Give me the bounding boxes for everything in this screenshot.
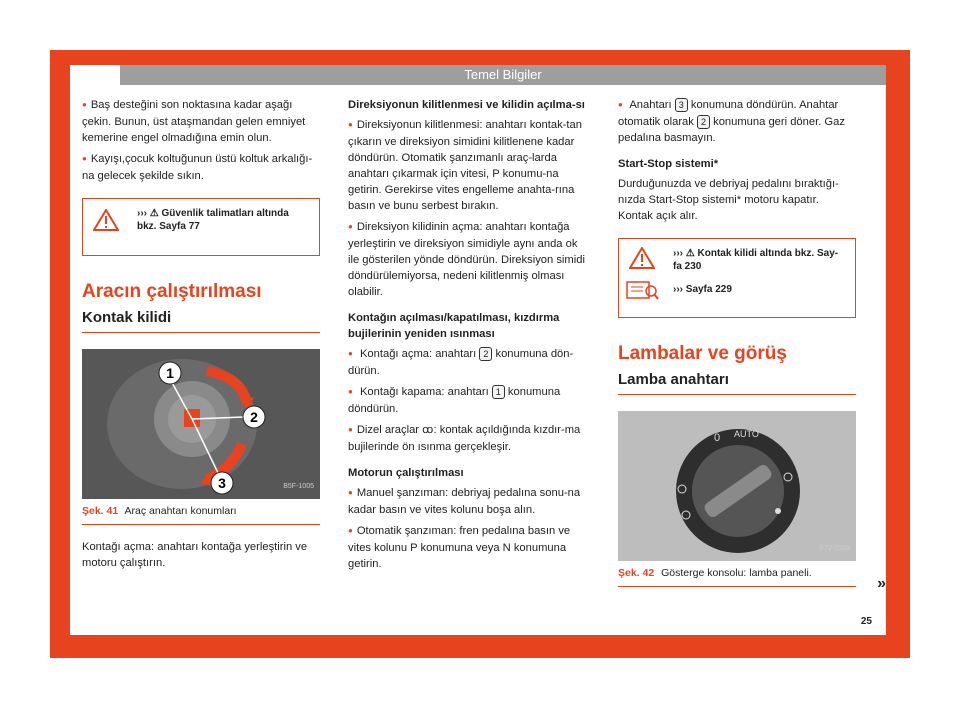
figure-code: B7V-0929 <box>819 545 850 552</box>
svg-text:2: 2 <box>250 409 258 425</box>
figure-caption <box>82 499 320 525</box>
bullet-headrest: ● Baş desteğini son noktasına kadar aşağı çekin. Bunun, üst ataşmandan gelen emniyet kemerine engel olmadığına emin olun. <box>82 97 320 146</box>
position-badge: 2 <box>479 347 492 361</box>
bullet-unlock: ● Direksiyon kilidinin açma: anahtarı kontağa yerleştirin ve direksiyon simidiyle aynı anda ok ile gösterilen yönde döndürün. Direksiyon simidi döndürülemiyorsa, nedeni kilitlenmiş olması olabilir. <box>348 219 586 300</box>
warning-ref-line2[interactable]: bkz. Sayfa 77 <box>137 221 200 232</box>
bullet-ignition-off <box>348 384 586 417</box>
bullet-ignition-on <box>348 346 586 379</box>
bullet-belt: ● Kayışı,çocuk koltuğunun üstü koltuk arkalığı-na gelecek şekilde sıkın. <box>82 151 320 184</box>
callout-3 <box>211 472 233 494</box>
callout-1 <box>159 362 181 384</box>
bullet-text: konumuna döndürün. <box>348 386 561 415</box>
bullet-text: konumuna döndürün. Anahtar otomatik olarak <box>618 99 839 128</box>
steering-lock-key-image <box>82 349 320 499</box>
warning-note-box <box>618 238 856 318</box>
light-switch-figure <box>618 411 856 561</box>
column-2 <box>348 97 586 577</box>
figure-caption-text: Gösterge konsolu: lamba paneli. <box>661 567 812 579</box>
svg-text:3: 3 <box>218 475 226 491</box>
ignition-paragraph: Kontağı açma: anahtarı kontağa yerleştirin ve motoru çalıştırın. <box>82 541 308 569</box>
bullet-text: Kontağı açma: anahtarı <box>359 348 477 360</box>
svg-text:0: 0 <box>714 432 721 444</box>
running-header: Temel Bilgiler <box>120 65 886 85</box>
warning-box <box>82 198 320 256</box>
warning-ref-line1[interactable]: ››› ⚠ Kontak kilidi altında bkz. Say- <box>673 248 839 259</box>
note-ref[interactable]: ››› Sayfa 229 <box>673 284 732 295</box>
callout-2 <box>243 406 265 428</box>
page-sheet <box>70 65 886 635</box>
bullet-text: konumuna dön-dürün. <box>348 348 574 377</box>
warning-triangle-icon <box>629 247 655 269</box>
page-number: 25 <box>860 616 872 627</box>
section-title: Aracın çalıştırılması <box>82 281 262 302</box>
bullet-diesel: ● Dizel araçlar ꝏ: kontak açıldığında kızdır-ma bujilerinde ön ısınma gerçekleşir. <box>348 422 586 455</box>
book-note-icon <box>625 279 659 301</box>
bullet-text: Kontağı kapama: anahtarı <box>359 386 489 398</box>
subsection-title: Lamba anahtarı <box>618 372 856 395</box>
bullet-text: konumuna geri döner. Gaz pedalına basmayın. <box>618 116 845 144</box>
ignition-figure <box>82 349 320 499</box>
page-frame <box>50 50 910 658</box>
bullet-manual: ● Manuel şanzıman: debriyaj pedalına sonu-na kadar basın ve vites kolunu boşa alın. <box>348 485 586 518</box>
figure-label: Şek. 42 <box>618 567 655 579</box>
bullet-automatic: ● Otomatik şanzıman: fren pedalına basın ve vites kolunu P konumuna veya N konumuna getirin. <box>348 523 586 572</box>
subheading-engine-start: Motorun çalıştırılması <box>348 467 464 479</box>
position-badge: 2 <box>697 115 710 129</box>
column-3 <box>618 97 856 587</box>
bullet-lock: ● Direksiyonun kilitlenmesi: anahtarı kontak-tan çıkarın ve direksiyon simidini kilitlenene kadar döndürün. Otomatik şanzımanlı araç-larda anahtarı çıkarmak için vitesi, P konumu-na getirin. Gerekirse vites engelleme anahta-rına basın ve bunu serbest bırakın. <box>348 117 586 214</box>
warning-ref-line1[interactable]: ››› ⚠ Güvenlik talimatları altında <box>137 208 289 219</box>
bullet-turn-key <box>618 97 856 146</box>
warning-triangle-icon <box>93 209 119 231</box>
position-badge: 3 <box>675 98 688 112</box>
continue-marker: » <box>877 575 886 592</box>
light-switch-knob-image <box>618 411 856 561</box>
column-1 <box>82 97 320 576</box>
svg-text:AUTO: AUTO <box>734 429 759 439</box>
figure-label: Şek. 41 <box>82 505 119 517</box>
figure-code: B5F-1005 <box>283 483 314 490</box>
figure-caption <box>618 561 856 587</box>
subheading-start-stop: Start-Stop sistemi* <box>618 158 719 170</box>
section-title: Lambalar ve görüş <box>618 343 787 364</box>
svg-text:1: 1 <box>166 365 174 381</box>
subsection-title: Kontak kilidi <box>82 310 320 333</box>
figure-caption-text: Araç anahtarı konumları <box>124 505 237 517</box>
subheading-steering-lock: Direksiyonun kilitlenmesi ve kilidin açılma-sı <box>348 99 585 111</box>
subheading-ignition: Kontağın açılması/kapatılması, kızdırma bujilerinin yeniden ısınması <box>348 312 560 340</box>
position-badge: 1 <box>492 385 505 399</box>
bullet-text: Anahtarı <box>629 99 672 111</box>
warning-ref-line2[interactable]: fa 230 <box>673 261 702 272</box>
start-stop-paragraph: Durduğunuzda ve debriyaj pedalını bıraktığı-nızda Start-Stop sistemi* motoru kapatır. Kontak açık alır. <box>618 178 839 222</box>
